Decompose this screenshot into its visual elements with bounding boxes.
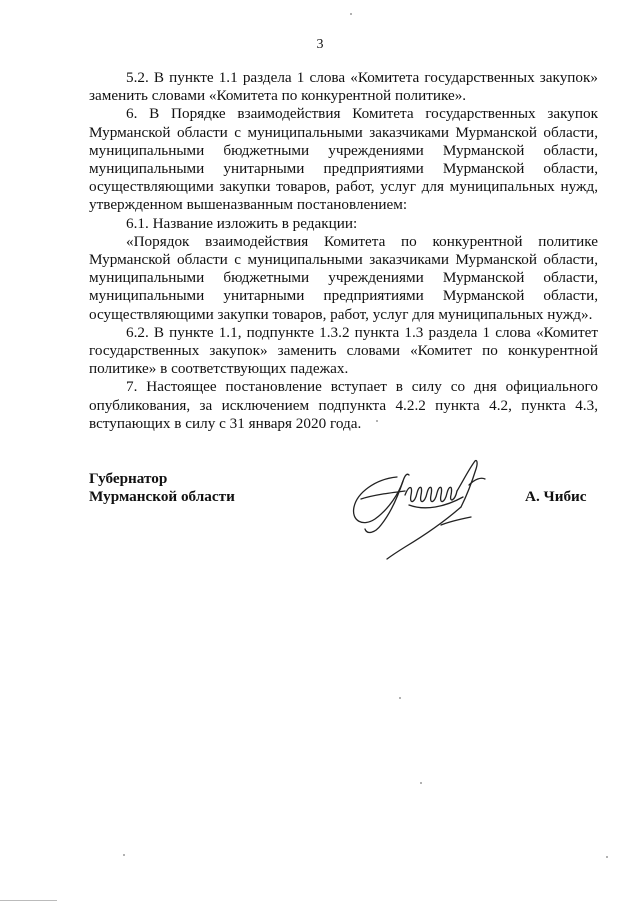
scan-speck bbox=[420, 782, 422, 784]
paragraph-6-1-quote: «Порядок взаимодействия Комитета по конкурентной политике Мурманской области с муниципальными заказчиками Мурманской области, муниципальными бюджетными учреждениями Мурманской области, муниципальными унитарными предприятиями Мурманской области, осуществляющими закупки товаров, работ, услуг для муниципальных нужд». bbox=[89, 232, 598, 323]
handwritten-signature bbox=[345, 455, 525, 570]
scan-speck bbox=[606, 856, 608, 858]
paragraph-5-2: 5.2. В пункте 1.1 раздела 1 слова «Комитета государственных закупок» заменить словами «Комитета по конкурентной политике». bbox=[89, 69, 598, 105]
paragraph-6-1: 6.1. Название изложить в редакции: bbox=[126, 214, 358, 232]
signatory-name: А. Чибис bbox=[525, 488, 587, 505]
scan-speck bbox=[123, 854, 125, 856]
signatory-title-line1: Губернатор bbox=[89, 470, 168, 487]
page-number: 3 bbox=[316, 37, 324, 52]
scan-speck bbox=[350, 13, 352, 15]
scan-speck bbox=[399, 697, 401, 699]
scan-speck bbox=[376, 420, 378, 422]
paragraph-6-2: 6.2. В пункте 1.1, подпункте 1.3.2 пункта 1.3 раздела 1 слова «Комитет государственных закупок» заменить словами «Комитет по конкурентной политике» в соответствующих падежах. bbox=[89, 323, 598, 378]
document-body bbox=[89, 69, 598, 433]
signatory-title bbox=[89, 470, 235, 506]
signatory-title-line2: Мурманской области bbox=[89, 488, 235, 506]
footer-rule bbox=[0, 900, 57, 901]
paragraph-6: 6. В Порядке взаимодействия Комитета государственных закупок Мурманской области с муниципальными заказчиками Мурманской области, муниципальными бюджетными учреждениями Мурманской области, муниципальными унитарными предприятиями Мурманской области, осуществляющими закупки товаров, работ, услуг для муниципальных нужд, утвержденном вышеназванным постановлением: bbox=[89, 105, 598, 214]
paragraph-7: 7. Настоящее постановление вступает в силу со дня официального опубликования, за исключением подпункта 4.2.2 пункта 4.2, пункта 4.3, вступающих в силу с 31 января 2020 года. bbox=[89, 378, 598, 432]
